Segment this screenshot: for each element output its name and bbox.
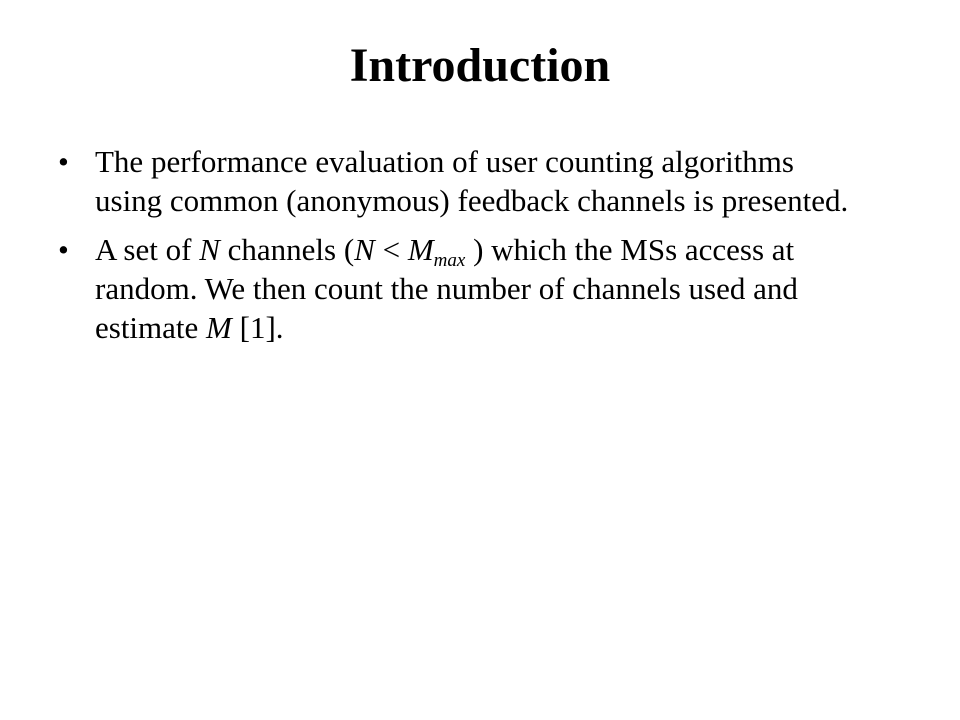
bullet-item xyxy=(58,142,858,220)
bullet-text: The performance evaluation of user counting algorithms using common (anonymous) feedback channels is presented. xyxy=(95,144,849,218)
variable-m: M xyxy=(206,310,232,345)
variable-n: N xyxy=(354,232,375,267)
text-segment: channels ( xyxy=(219,232,355,267)
bullet-dot-icon: • xyxy=(58,232,69,267)
text-segment: < xyxy=(374,232,408,267)
text-segment: A set of xyxy=(95,232,200,267)
variable-m: M xyxy=(407,232,434,267)
bullet-item xyxy=(58,230,858,347)
bullet-list xyxy=(58,142,858,357)
text-segment: ) which the MSs access at random. We then count the number of channels used and estimate xyxy=(95,232,798,345)
bullet-dot-icon: • xyxy=(58,144,69,179)
text-segment: [1]. xyxy=(231,310,284,345)
bullet-text xyxy=(95,232,798,345)
subscript-max: max xyxy=(433,250,466,271)
variable-n: N xyxy=(199,232,220,267)
slide-title: Introduction xyxy=(349,39,611,92)
